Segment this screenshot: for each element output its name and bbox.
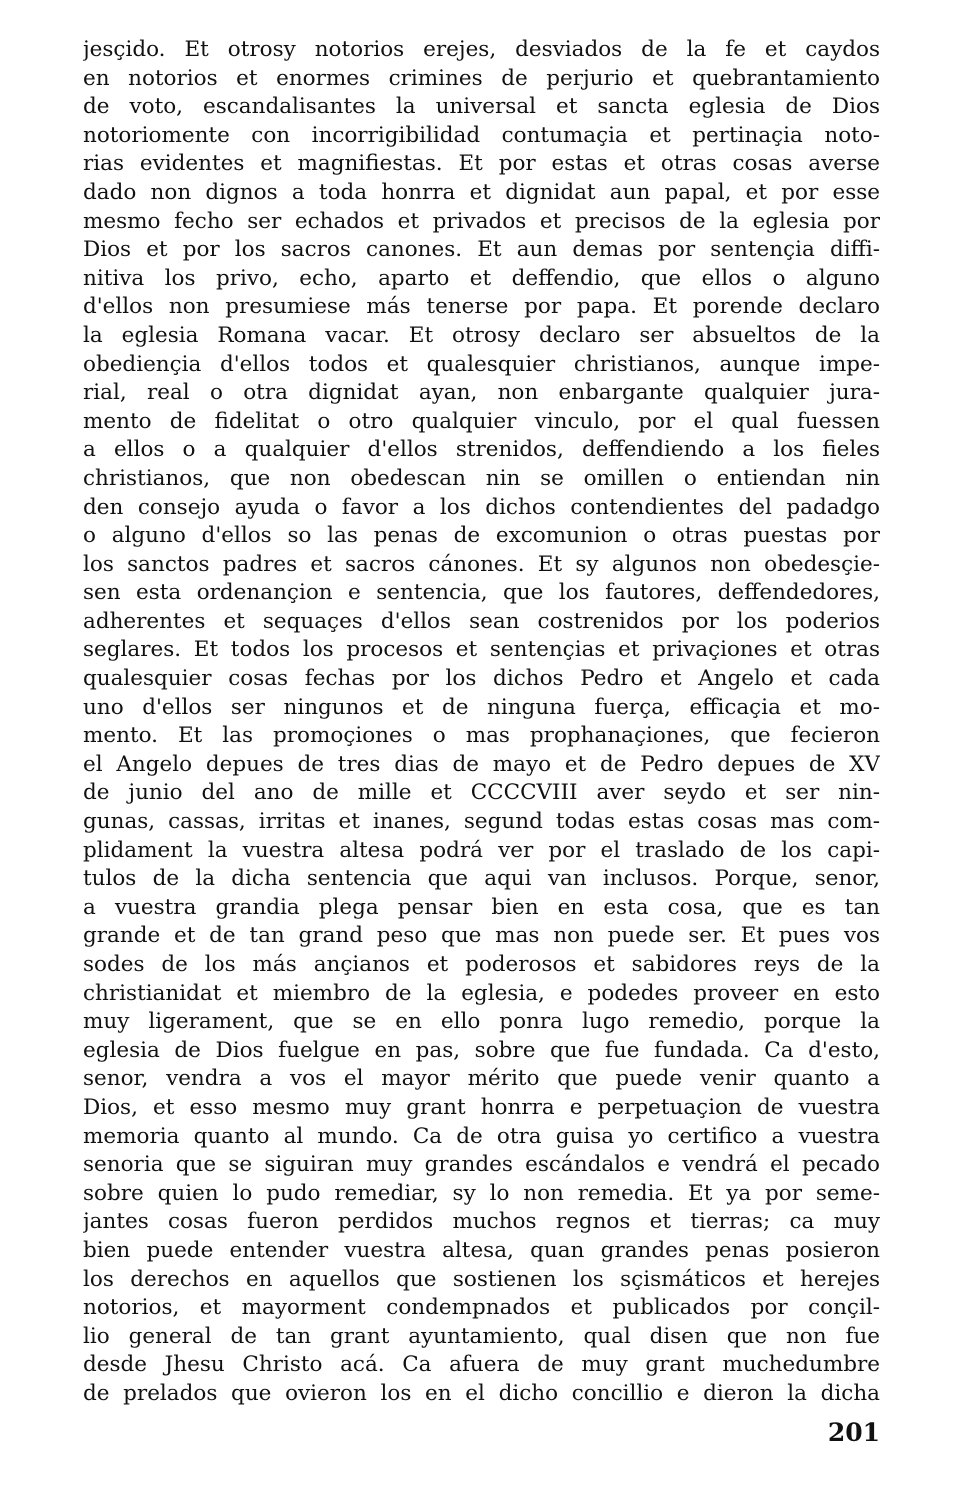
text-line: christianidat et miembro de la eglesia, e podedes proveer en esto: [83, 980, 880, 1006]
text-line: uno d'ellos ser ningunos et de ninguna fuerça, efficaçia et mo-: [83, 694, 880, 720]
text-line: tulos de la dicha sentencia que aqui van inclusos. Porque, senor,: [83, 866, 880, 892]
text-line: a ellos o a qualquier d'ellos strenidos, deffendiendo a los fieles: [83, 437, 880, 463]
text-line: dado non dignos a toda honrra et dignidat aun papal, et por esse: [83, 179, 880, 205]
text-line: adherentes et sequaçes d'ellos sean costrenidos por los poderios: [83, 608, 880, 634]
text-line: a vuestra grandia plega pensar bien en esta cosa, que es tan: [83, 894, 880, 920]
text-line: de prelados que ovieron los en el dicho concillio e dieron la dicha: [83, 1380, 880, 1406]
text-line: o alguno d'ellos so las penas de excomunion o otras puestas por: [83, 523, 880, 549]
text-line: grande et de tan grand peso que mas non puede ser. Et pues vos: [83, 923, 880, 949]
document-body: [83, 36, 880, 1409]
text-line: bien puede entender vuestra altesa, quan grandes penas posieron: [83, 1237, 880, 1263]
text-line: rial, real o otra dignidat ayan, non enbargante qualquier jura-: [83, 380, 880, 406]
text-line: plidament la vuestra altesa podrá ver por el traslado de los capi-: [83, 837, 880, 863]
text-line: el Angelo depues de tres dias de mayo et de Pedro depues de XV: [83, 751, 880, 777]
text-line: lio general de tan grant ayuntamiento, qual disen que non fue: [83, 1323, 880, 1349]
text-line: muy ligerament, que se en ello ponra lugo remedio, porque la: [83, 1009, 880, 1035]
text-line: mesmo fecho ser echados et privados et precisos de la eglesia por: [83, 208, 880, 234]
text-line: senor, vendra a vos el mayor mérito que puede venir quanto a: [83, 1066, 880, 1092]
text-line: d'ellos non presumiese más tenerse por papa. Et porende declaro: [83, 294, 880, 320]
text-line: memoria quanto al mundo. Ca de otra guisa yo certifico a vuestra: [83, 1123, 880, 1149]
text-line: jesçido. Et otrosy notorios erejes, desviados de la fe et caydos: [83, 37, 880, 62]
text-line: rias evidentes et magnifiestas. Et por estas et otras cosas averse: [83, 151, 880, 177]
text-line: Dios, et esso mesmo muy grant honrra e perpetuaçion de vuestra: [83, 1094, 880, 1120]
text-line: mento de fidelitat o otro qualquier vinculo, por el qual fuessen: [83, 408, 880, 434]
page-number: 201: [827, 1418, 880, 1447]
text-line: de junio del ano de mille et CCCCVIII aver seydo et ser nin-: [83, 780, 880, 806]
text-line: christianos, que non obedescan nin se omillen o entiendan nin: [83, 465, 880, 491]
text-line: sen esta ordenançion e sentencia, que los fautores, deffendedores,: [83, 580, 880, 606]
text-line: de voto, escandalisantes la universal et sancta eglesia de Dios: [83, 94, 880, 120]
text-line: den consejo ayuda o favor a los dichos contendientes del padadgo: [83, 494, 880, 520]
text-line: la eglesia Romana vacar. Et otrosy declaro ser absueltos de la: [83, 322, 880, 348]
text-line: notorios, et mayorment condempnados et publicados por conçil-: [83, 1295, 880, 1321]
text-line: los sanctos padres et sacros cánones. Et sy algunos non obedesçie-: [83, 551, 880, 577]
text-line: en notorios et enormes crimines de perjurio et quebrantamiento: [83, 65, 880, 91]
text-line: sobre quien lo pudo remediar, sy lo non remedia. Et ya por seme-: [83, 1180, 880, 1206]
text-line: eglesia de Dios fuelgue en pas, sobre que fue fundada. Ca d'esto,: [83, 1037, 880, 1063]
text-line: desde Jhesu Christo acá. Ca afuera de muy grant muchedumbre: [83, 1352, 880, 1378]
text-line: nitiva los privo, echo, aparto et deffendio, que ellos o alguno: [83, 265, 880, 291]
text-line: sodes de los más ançianos et poderosos et sabidores reys de la: [83, 952, 880, 977]
text-line: mento. Et las promoçiones o mas prophanaçiones, que fecieron: [83, 723, 880, 749]
text-line: senoria que se siguiran muy grandes escándalos e vendrá el pecado: [83, 1152, 880, 1178]
text-line: qualesquier cosas fechas por los dichos Pedro et Angelo et cada: [83, 666, 880, 692]
text-line: gunas, cassas, irritas et inanes, segund todas estas cosas mas com-: [83, 809, 880, 835]
text-line: notoriomente con incorrigibilidad contumaçia et pertinaçia noto-: [83, 122, 880, 148]
text-line: obediençia d'ellos todos et qualesquier christianos, aunque impe-: [83, 351, 880, 377]
text-line: los derechos en aquellos que sostienen los sçismáticos et herejes: [83, 1266, 880, 1292]
text-line: jantes cosas fueron perdidos muchos regnos et tierras; ca muy: [83, 1209, 880, 1235]
text-line: Dios et por los sacros canones. Et aun demas por sentençia diffi-: [83, 237, 880, 263]
text-line: seglares. Et todos los procesos et sentençias et privaçiones et otras: [83, 637, 880, 663]
